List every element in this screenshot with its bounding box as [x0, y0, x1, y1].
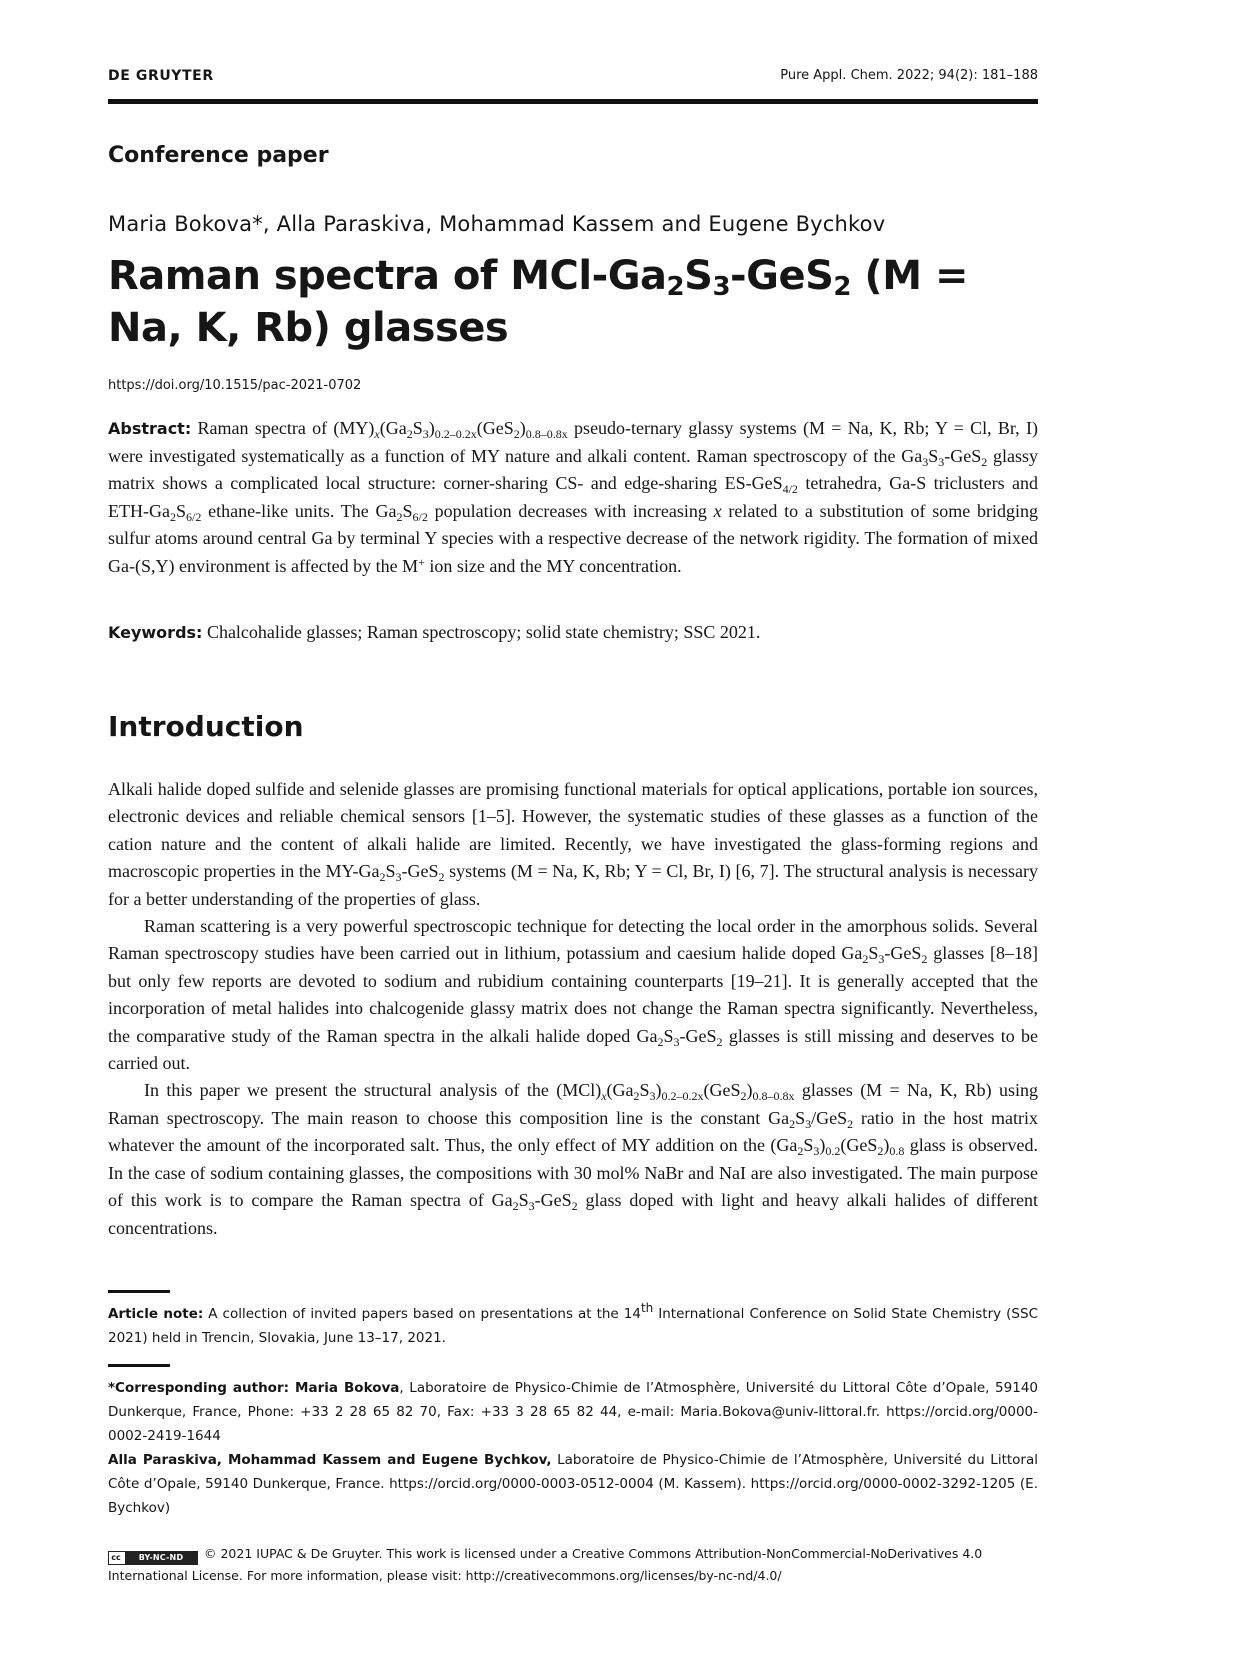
- paragraph: Alkali halide doped sulfide and selenide glasses are promising functional materials for optical applications, portable ion sources, electronic devices and reliable chemical sensors [1–5]. However, the systematic studies of these glasses as a function of the cation nature and the content of alkali halide are limited. Recently, we have investigated the glass-forming regions and macroscopic properties in the $MY-Ga_2S_3-GeS_2$ systems (M = Na, K, Rb; Y = Cl, Br, I) [6, 7]. The structural analysis is necessary for a better understanding of the properties of glass.: [108, 779, 1038, 909]
- publisher-name: DE GRUYTER: [108, 68, 214, 84]
- paper-type: Conference paper: [108, 143, 329, 168]
- author-list: Maria Bokova*, Alla Paraskiva, Mohammad Kassem and Eugene Bychkov: [108, 212, 886, 236]
- corresponding-author-note: *Corresponding author: Maria Bokova, Laboratoire de Physico-Chimie de l’Atmosphère, Université du Littoral Côte d’Opale, 59140 Dunkerque, France, Phone: +33 2 28 65 82 70, Fax: +33 3 28 65 82 44, e-mail: Maria.Bokova@univ-littoral.fr. https://orcid.org/0000-0002-2419-1644: [108, 1380, 1039, 1444]
- introduction-body: [108, 776, 1038, 1242]
- doi-link[interactable]: https://doi.org/10.1515/pac-2021-0702: [108, 378, 362, 393]
- footnote-rule: [108, 1290, 170, 1293]
- cc-license-badge[interactable]: cc BY-NC-ND: [108, 1551, 198, 1565]
- keywords: Keywords: Chalcohalide glasses; Raman spectroscopy; solid state chemistry; SSC 2021.: [108, 622, 761, 642]
- journal-citation: Pure Appl. Chem. 2022; 94(2): 181–188: [780, 68, 1038, 83]
- article-note: Article note: A collection of invited papers based on presentations at the 14th International Conference on Solid State Chemistry (SSC 2021) held in Trencin, Slovakia, June 13–17, 2021.: [108, 1301, 1038, 1346]
- introduction-heading: Introduction: [108, 710, 304, 743]
- keywords-label: Keywords:: [108, 623, 203, 642]
- abstract-label: Abstract:: [108, 419, 192, 438]
- license-statement: cc BY-NC-ND © 2021 IUPAC & De Gruyter. This work is licensed under a Creative Commons Attribution-NonCommercial-NoDerivatives 4.0 International License. For more information, please visit: http://creativecommons.org/licenses/by-nc-nd/4.0/: [108, 1546, 983, 1583]
- footnote-rule: [108, 1364, 170, 1367]
- abstract: Abstract: Raman spectra of $(MY)_x(Ga_2S_3)_{0.2-0.2x}(GeS_2)_{0.8-0.8x}$ pseudo-ternary glassy systems (M = Na, K, Rb; Y = Cl, Br, I) were investigated systematically as a function of MY nature and alkali content. Raman spectroscopy of the $Ga_3S_3-GeS_2$ glassy matrix shows a complicated local structure: corner-sharing CS- and edge-sharing ES-GeS$_{4/2}$ tetrahedra, Ga-S triclusters and ETH-$Ga_2S_{6/2}$ ethane-like units. The $Ga_2S_{6/2}$ population decreases with increasing x related to a substitution of some bridging sulfur atoms around central Ga by terminal Y species with a respective decrease of the network rigidity. The formation of mixed Ga-(S,Y) environment is affected by the M+ ion size and the MY concentration.: [108, 418, 1039, 576]
- paragraph: In this paper we present the structural analysis of the $(MCl)_x(Ga_2S_3)_{0.2-0.2x}(GeS_2)_{0.8-0.8x}$ glasses (M = Na, K, Rb) using Raman spectroscopy. The main reason to choose this composition line is the constant $Ga_2S_3/GeS_2$ ratio in the host matrix whatever the amount of the incorporated salt. Thus, the only effect of MY addition on the $(Ga_2S_3)_{0.2}(GeS_2)_{0.8}$ glass is observed. In the case of sodium containing glasses, the compositions with 30 mol% NaBr and NaI are also investigated. The main purpose of this work is to compare the Raman spectra of $Ga_2S_3-GeS_2$ glass doped with light and heavy alkali halides of different concentrations.: [108, 1080, 1039, 1238]
- coauthors-affiliation: Alla Paraskiva, Mohammad Kassem and Eugene Bychkov, Laboratoire de Physico-Chimie de l’Atmosphère, Université du Littoral Côte d’Opale, 59140 Dunkerque, France. https://orcid.org/0000-0003-0512-0004 (M. Kassem). https://orcid.org/0000-0002-3292-1205 (E. Bychkov): [108, 1452, 1038, 1516]
- header-rule: [108, 99, 1038, 104]
- running-header: [108, 68, 1038, 88]
- paragraph: Raman scattering is a very powerful spectroscopic technique for detecting the local order in the amorphous solids. Several Raman spectroscopy studies have been carried out in lithium, potassium and caesium halide doped $Ga_2S_3-GeS_2$ glasses [8–18] but only few reports are devoted to sodium and rubidium containing counterparts [19–21]. It is generally accepted that the incorporation of metal halides into chalcogenide glassy matrix does not change the Raman spectra significantly. Nevertheless, the comparative study of the Raman spectra in the alkali halide doped $Ga_2S_3-GeS_2$ glasses is still missing and deserves to be carried out.: [108, 916, 1038, 1074]
- paper-title: Raman spectra of MCl-$Ga_2S_3-GeS_2$ (M = Na, K, Rb) glasses: [108, 253, 968, 351]
